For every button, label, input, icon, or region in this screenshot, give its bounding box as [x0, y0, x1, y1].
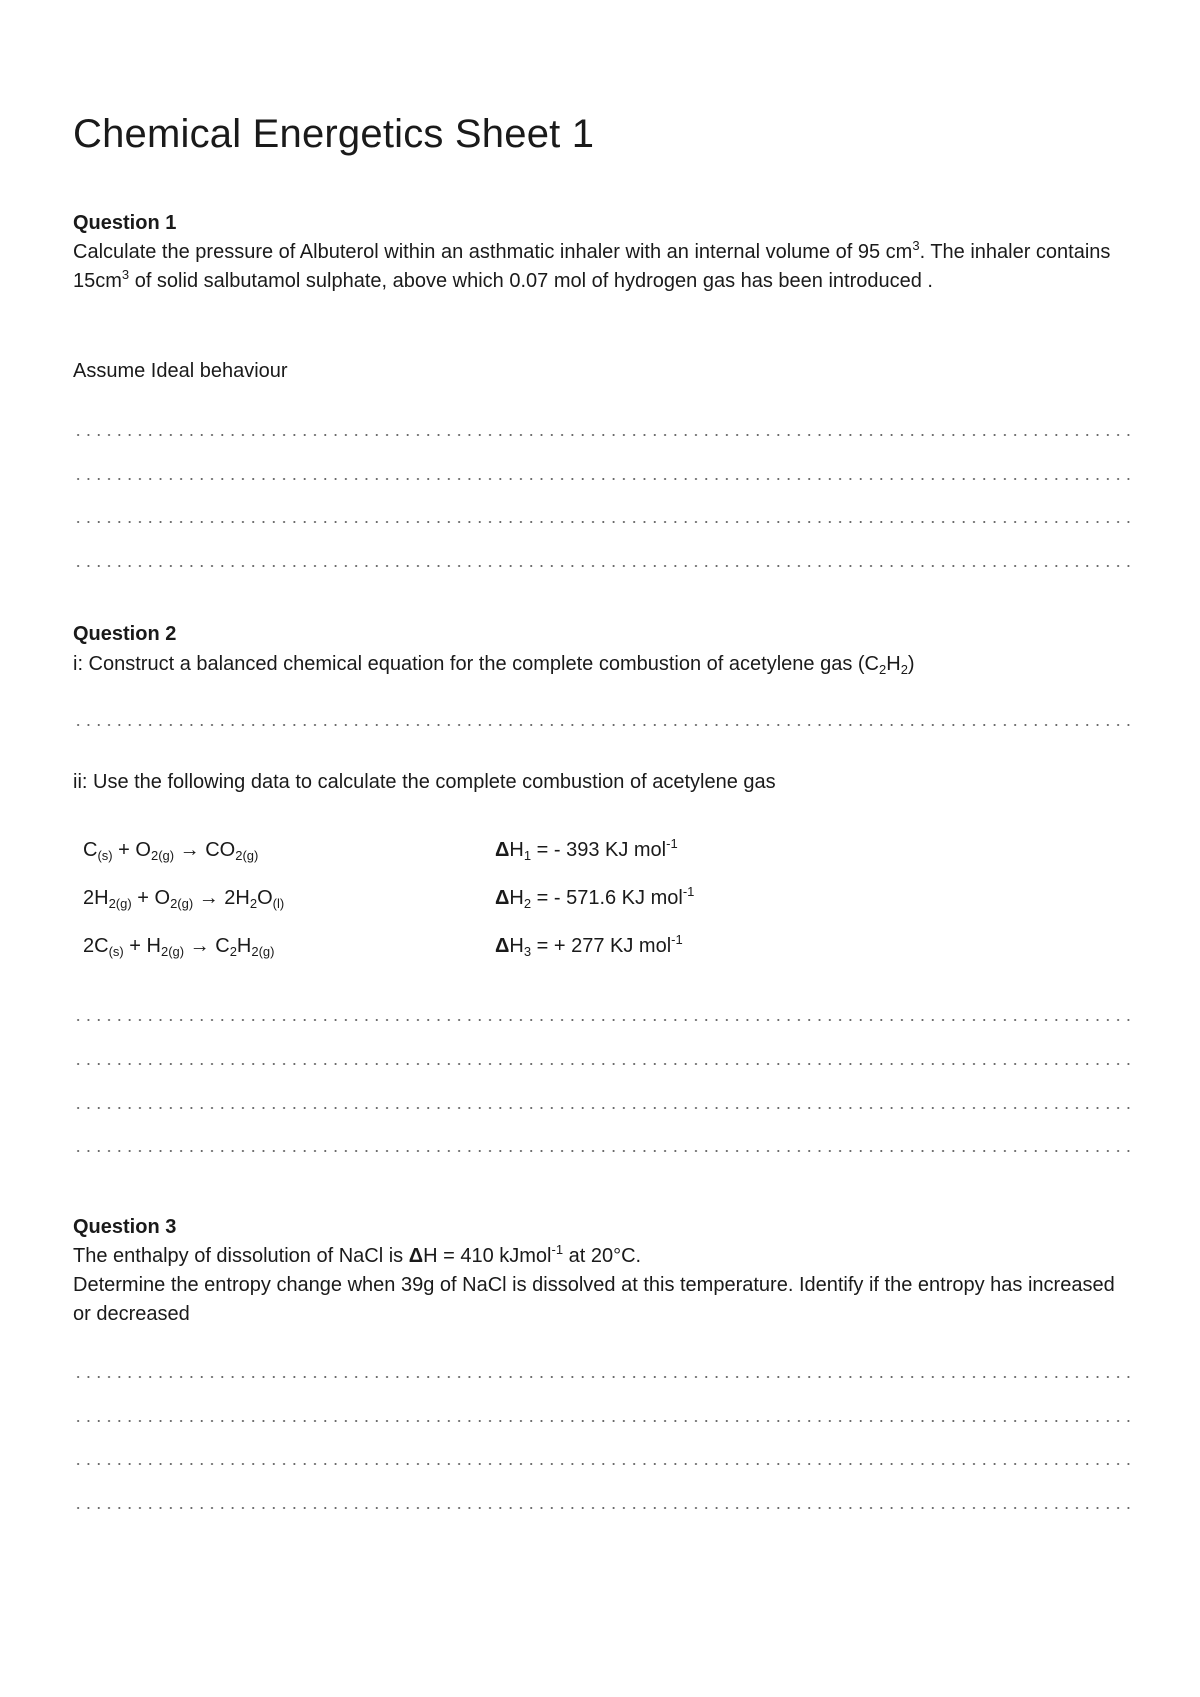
answer-line[interactable] — [73, 1462, 1135, 1466]
question-3-text: The enthalpy of dissolution of NaCl is ΔH = 410 kJmol$^{-1}$ at 20°C. Determine the entropy change when 39g of NaCl is dissolved at this temperature. Identify if the entropy has increased or decreased — [73, 1242, 1115, 1325]
equation-subscript: (s) — [108, 944, 124, 959]
equation-text: 2H — [83, 887, 109, 909]
equation-subscript: 2(g) — [235, 848, 259, 863]
question-3-heading: Question 3 — [73, 1216, 177, 1238]
answer-line[interactable] — [73, 1149, 1135, 1153]
equation-text: → CO — [174, 839, 236, 861]
equation-row — [83, 836, 1083, 869]
equation-subscript: 2(g) — [150, 848, 175, 863]
answer-line[interactable] — [73, 723, 1135, 727]
equation-row — [83, 884, 1083, 917]
equation-text: 2C — [83, 935, 109, 957]
answer-line[interactable] — [73, 1018, 1135, 1022]
answer-line[interactable] — [73, 1062, 1135, 1066]
equation-subscript: 2(g) — [108, 896, 132, 911]
answer-line[interactable] — [73, 433, 1135, 437]
equation-reaction — [83, 935, 275, 958]
equation-enthalpy: $\Delta H_1$ = - 393 KJ mol$^{-1}$ — [495, 836, 678, 863]
equation-text: → 2H — [193, 887, 250, 909]
question-1-assumption: Assume Ideal behaviour — [73, 360, 288, 382]
question-1-text: Calculate the pressure of Albuterol within an asthmatic inhaler with an internal volume of 95 $cm^3$. The inhaler contains $15cm^3$ of solid salbutamol sulphate, above which 0.07 mol of hydrogen gas has been introduced . — [73, 238, 1111, 292]
equation-text: H — [236, 935, 252, 957]
equation-subscript: (l) — [272, 896, 285, 911]
equation-subscript: 2(g) — [170, 896, 194, 911]
answer-line[interactable] — [73, 564, 1135, 568]
equation-text: + H — [123, 935, 161, 957]
equation-text: → C — [184, 935, 230, 957]
answer-line[interactable] — [73, 1506, 1135, 1510]
equation-row — [83, 932, 1083, 965]
equation-reaction — [83, 887, 284, 910]
question-2-part-i: i: Construct a balanced chemical equation for the complete combustion of acetylene gas $(C_2H_2)$ — [73, 653, 915, 677]
equation-enthalpy: $\Delta H_3$ = + 277 KJ mol$^{-1}$ — [495, 932, 683, 959]
equation-text: O — [257, 887, 273, 909]
equation-reaction — [83, 839, 258, 862]
answer-line[interactable] — [73, 520, 1135, 524]
question-2-part-ii: ii: Use the following data to calculate the complete combustion of acetylene gas — [73, 771, 776, 793]
equation-subscript: 2(g) — [251, 944, 275, 959]
answer-line[interactable] — [73, 1375, 1135, 1379]
answer-line[interactable] — [73, 1419, 1135, 1423]
equation-enthalpy: $\Delta H_2$ = - 571.6 KJ mol$^{-1}$ — [495, 884, 695, 911]
answer-line[interactable] — [73, 1106, 1135, 1110]
equation-text: C — [83, 839, 98, 861]
page-title: Chemical Energetics Sheet 1 — [73, 112, 595, 156]
equation-text: + O — [131, 887, 171, 909]
equation-subscript: (s) — [97, 848, 113, 863]
answer-line[interactable] — [73, 477, 1135, 481]
equation-subscript: 2(g) — [161, 944, 185, 959]
equation-subscript: 2 — [249, 896, 258, 911]
equation-subscript: 2 — [229, 944, 237, 959]
question-2-heading: Question 2 — [73, 623, 177, 645]
equation-text: + O — [112, 839, 151, 861]
question-1-heading: Question 1 — [73, 212, 177, 234]
